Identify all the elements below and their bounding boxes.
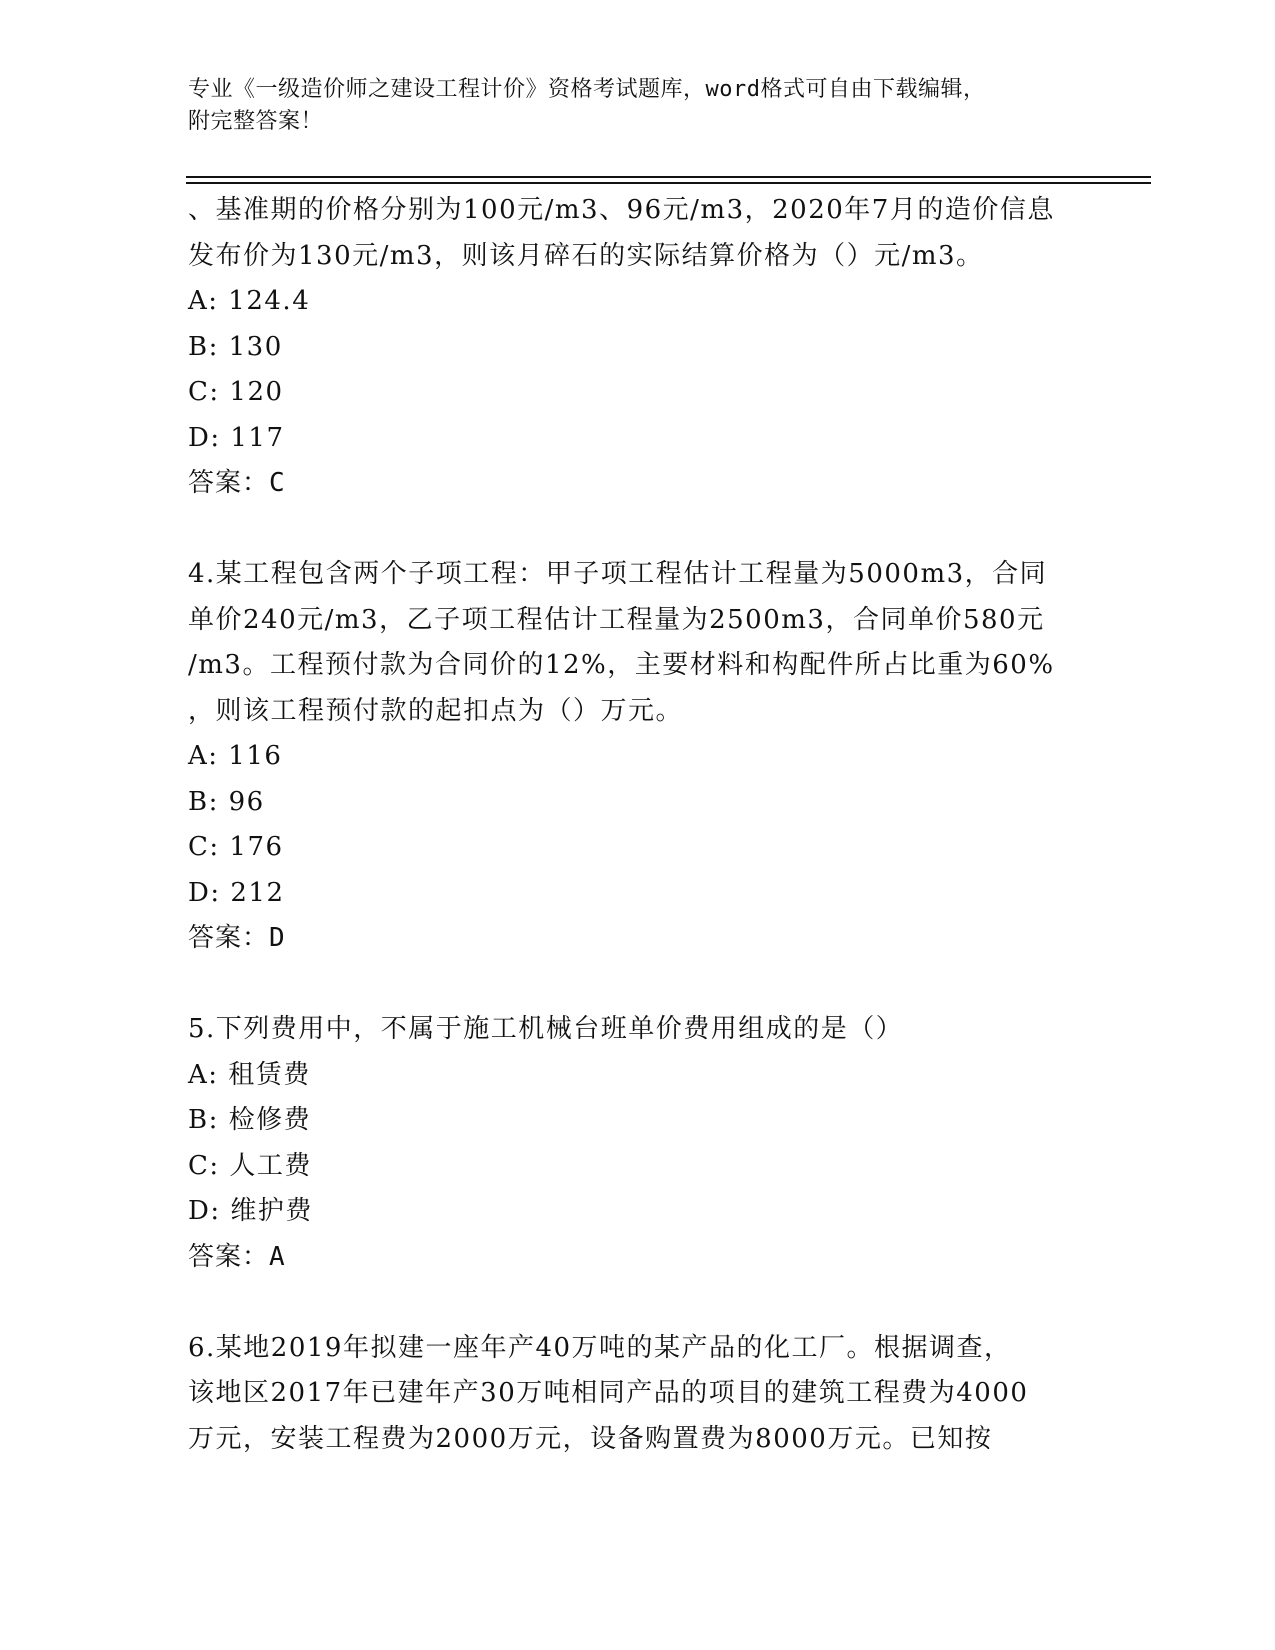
header-divider-top: [186, 176, 1151, 178]
question-6: [188, 1326, 1088, 1463]
question-text-line: 6.某地2019年拟建一座年产40万吨的某产品的化工厂。根据调查，: [188, 1332, 1012, 1363]
question-text-line: 万元，安装工程费为2000万元，设备购置费为8000万元。已知按: [188, 1423, 993, 1454]
option-a: A: 124.4: [188, 286, 311, 316]
question-text-line: 发布价为130元/m3，则该月碎石的实际结算价格为（）元/m3。: [188, 240, 984, 271]
option-d: D: 212: [188, 877, 285, 908]
option-c: C: 人工费: [188, 1150, 312, 1181]
question-text-line: 5.下列费用中，不属于施工机械台班单价费用组成的是（）: [188, 1014, 904, 1044]
option-d: D: 117: [188, 422, 285, 453]
option-b: B: 130: [188, 331, 283, 362]
option-b: B: 检修费: [188, 1105, 312, 1135]
answer: 答案：C: [188, 468, 286, 498]
document-header: [188, 74, 1088, 138]
question-5: [188, 1007, 1088, 1280]
option-a: A: 租赁费: [188, 1059, 311, 1090]
option-d: D: 维护费: [188, 1196, 313, 1226]
option-c: C: 120: [188, 377, 284, 407]
question-content: [188, 188, 1088, 1462]
spacer: [188, 1280, 1088, 1326]
answer: 答案：D: [188, 923, 286, 953]
question-text-line: ，则该工程预付款的起扣点为（）万元。: [188, 695, 684, 726]
question-text-line: 单价240元/m3，乙子项工程估计工程量为2500m3，合同单价580元: [188, 604, 1045, 635]
header-line-2: 附完整答案！: [188, 109, 324, 134]
question-4: [188, 552, 1088, 962]
header-line-1: 专业《一级造价师之建设工程计价》资格考试题库，word格式可自由下载编辑，: [188, 77, 986, 102]
spacer: [188, 962, 1088, 1008]
question-3: [188, 188, 1088, 507]
question-text-line: 、基准期的价格分别为100元/m3、96元/m3，2020年7月的造价信息: [188, 195, 1055, 225]
option-b: B: 96: [188, 786, 265, 817]
question-text-line: 该地区2017年已建年产30万吨相同产品的项目的建筑工程费为4000: [188, 1378, 1029, 1408]
option-c: C: 176: [188, 832, 284, 862]
spacer: [188, 507, 1088, 553]
header-divider-bottom: [186, 182, 1151, 184]
question-text-line: /m3。工程预付款为合同价的12%，主要材料和构配件所占比重为60%: [188, 650, 1055, 680]
question-text-line: 4.某工程包含两个子项工程：甲子项工程估计工程量为5000m3，合同: [188, 559, 1048, 589]
option-a: A: 116: [188, 741, 283, 771]
answer: 答案：A: [188, 1241, 286, 1272]
